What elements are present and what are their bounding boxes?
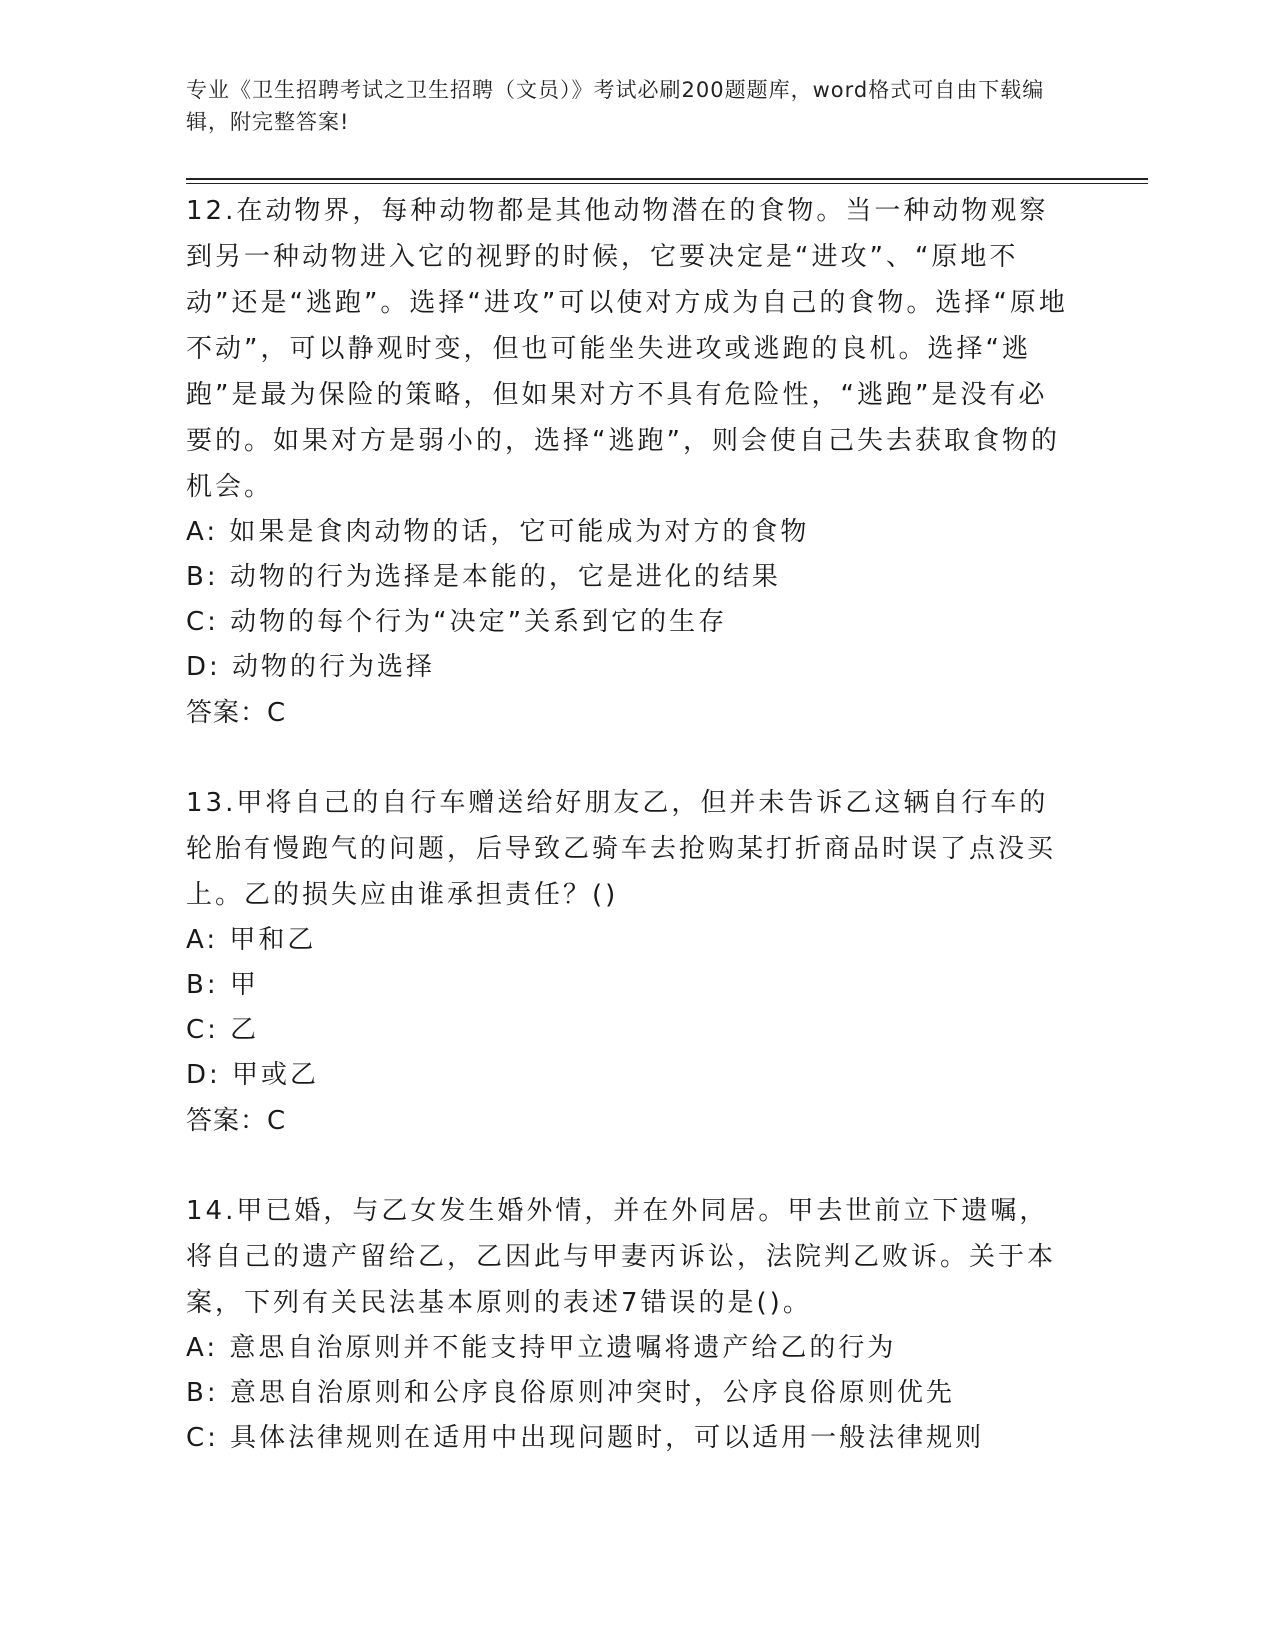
option-c: C: 乙	[186, 1015, 260, 1045]
page-header: 专业《卫生招聘考试之卫生招聘（文员）》考试必刷200题题库，word格式可自由下载编辑，附完整答案!	[186, 78, 1045, 134]
answer-label: 答案：C	[186, 698, 287, 728]
header-divider-thick	[186, 178, 1148, 180]
question-stem: 13.甲将自己的自行车赠送给好朋友乙，但并未告诉乙这辆自行车的轮胎有慢跑气的问题，后导致乙骑车去抢购某打折商品时误了点没买上。乙的损失应由谁承担责任？()	[186, 788, 1057, 910]
question-stem: 14.甲已婚，与乙女发生婚外情，并在外同居。甲去世前立下遗嘱，将自己的遗产留给乙，乙因此与甲妻丙诉讼，法院判乙败诉。关于本案，下列有关民法基本原则的表述7错误的是()。	[186, 1196, 1057, 1318]
answer-label: 答案：C	[186, 1106, 287, 1136]
option-a: A: 如果是食肉动物的话，它可能成为对方的食物	[186, 517, 810, 547]
question-stem: 12.在动物界，每种动物都是其他动物潜在的食物。当一种动物观察到另一种动物进入它的视野的时候，它要决定是“进攻”、“原地不动”还是“逃跑”。选择“进攻”可以使对方成为自己的食物。选择“原地不动”，可以静观时变，但也可能坐失进攻或逃跑的良机。选择“逃跑”是最为保险的策略，但如果对方不具有危险性，“逃跑”是没有必要的。如果对方是弱小的，选择“逃跑”，则会使自己失去获取食物的机会。	[186, 196, 1068, 502]
option-a: A: 甲和乙	[186, 925, 317, 955]
option-d: D: 动物的行为选择	[186, 652, 436, 682]
option-b: B: 动物的行为选择是本能的，它是进化的结果	[186, 562, 781, 592]
question-14	[186, 1188, 1076, 1461]
option-a: A: 意思自治原则并不能支持甲立遗嘱将遗产给乙的行为	[186, 1333, 897, 1363]
option-b: B: 意思自治原则和公序良俗原则冲突时，公序良俗原则优先	[186, 1378, 955, 1408]
header-divider-thin	[186, 183, 1148, 184]
question-12	[186, 188, 1076, 736]
option-d: D: 甲或乙	[186, 1060, 320, 1090]
question-13	[186, 780, 1076, 1144]
question-list	[186, 188, 1076, 1505]
option-c: C: 具体法律规则在适用中出现问题时，可以适用一般法律规则	[186, 1423, 985, 1453]
option-b: B: 甲	[186, 970, 259, 1000]
option-c: C: 动物的每个行为“决定”关系到它的生存	[186, 607, 728, 637]
